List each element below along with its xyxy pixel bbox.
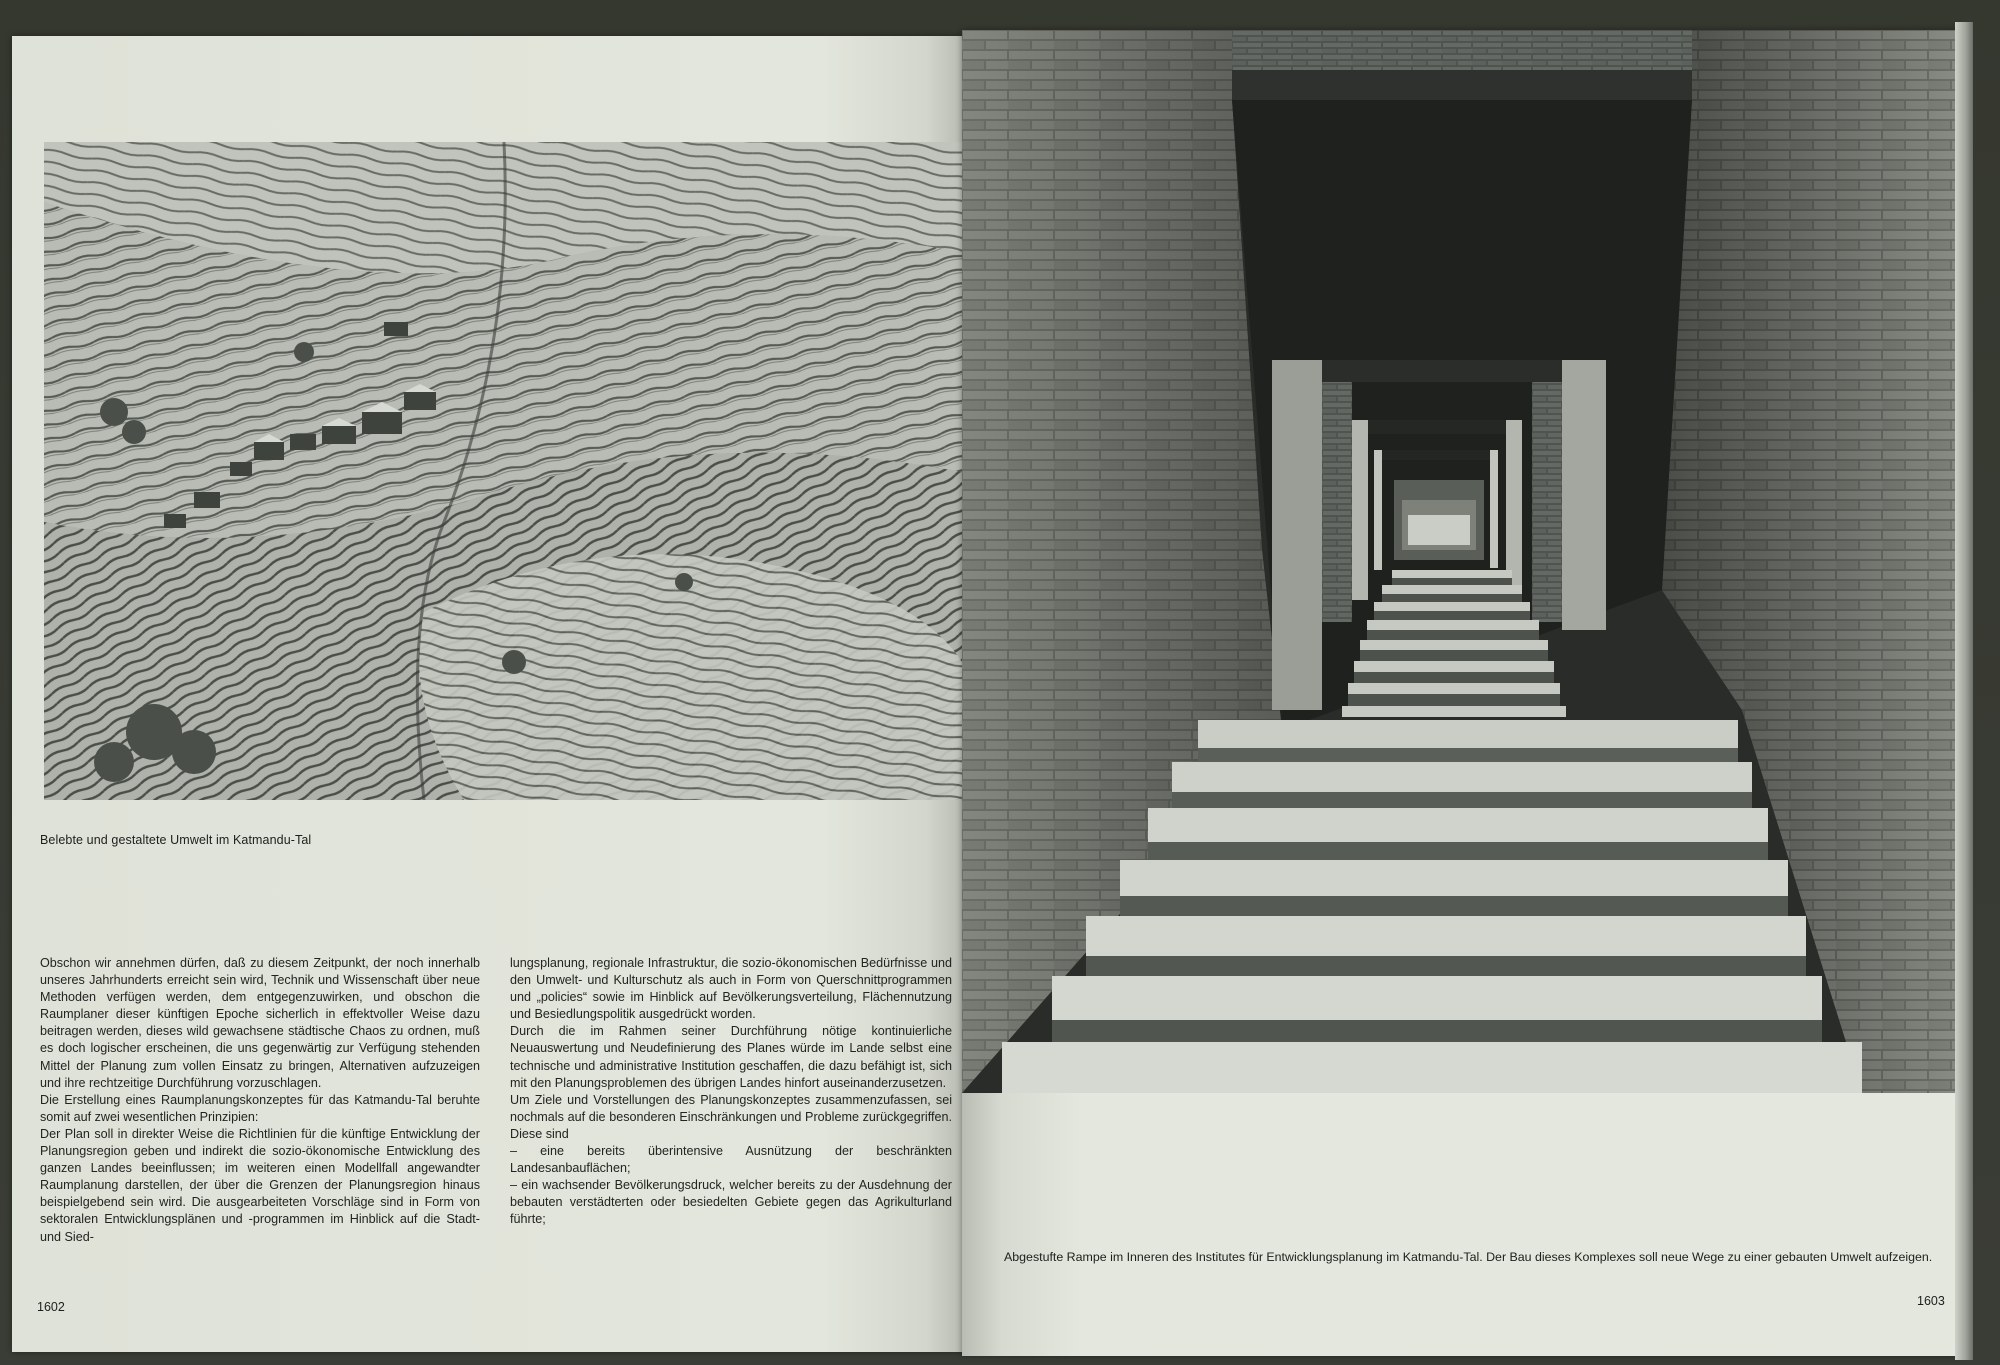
paragraph: lungsplanung, regionale Infrastruktur, die sozio-ökonomischen Bedürfnisse und den Umwelt- und Kulturschutz als auch in Form von Querschnittprogrammen und „policies“ sowie im Hinblick auf Bevölkerungsverteilung, Flächennutzung und Besiedlungspolitik ausgedrückt worden. bbox=[510, 956, 952, 1022]
brick-stairway-photo bbox=[962, 30, 1955, 1093]
brick-stairway-photo-icon bbox=[962, 30, 1955, 1093]
page-edge bbox=[1955, 22, 1973, 1360]
terraced-fields-photo bbox=[44, 142, 962, 800]
paragraph: Durch die im Rahmen seiner Durchführung nötige kontinuierliche Neuauswertung und Neudefinierung des Planes würde im Lande selbst eine technische und administrative Institution geschaffen, die dazu befähigt ist, sich mit den Planungsproblemen des übrigen Landes hinfort auseinanderzusetzen. bbox=[510, 1024, 952, 1090]
paragraph: Die Erstellung eines Raumplanungskonzeptes für das Katmandu-Tal beruhte somit auf zwei wesentlichen Prinzipien: bbox=[40, 1092, 480, 1124]
paragraph: Um Ziele und Vorstellungen des Planungskonzeptes zusammenzufassen, sei nochmals auf die besonderen Einschränkungen und Probleme zurückgegriffen. Diese sind bbox=[510, 1092, 952, 1141]
paragraph: Der Plan soll in direkter Weise die Richtlinien für die künftige Entwicklung der Planungsregion geben und indirekt die sozio-ökonomische Entwicklung des ganzen Landes beeinflussen; im weiteren einen Modellfall angewandter Raumplanung darstellen, der über die Grenzen der Planungsregion hinaus beispielgebend sein wird. Die ausgearbeiteten Vorschläge sind in Form von sektoralen Entwicklungsplänen und -programmen im Hinblick auf die Stadt- und Sied- bbox=[40, 1126, 480, 1244]
right-photo-caption: Abgestufte Rampe im Inneren des Institutes für Entwicklungsplanung im Katmandu-Tal. Der Bau dieses Komplexes soll neue Wege zu einer gebauten Umwelt aufzeigen. bbox=[1004, 1250, 1933, 1264]
list-item: – ein wachsender Bevölkerungsdruck, welcher bereits zu der Ausdehnung der bebauten verstädterten oder besiedelten Gebiete gegen das Agrikulturland führte; bbox=[510, 1178, 952, 1227]
left-photo-caption: Belebte und gestaltete Umwelt im Katmandu-Tal bbox=[40, 833, 312, 847]
left-text-column-2 bbox=[510, 955, 952, 1229]
page-number-left: 1602 bbox=[37, 1300, 65, 1314]
list-item: – eine bereits überintensive Ausnützung der beschränkten Landesanbauflächen; bbox=[510, 1144, 952, 1176]
paragraph: Obschon wir annehmen dürfen, daß zu diesem Zeitpunkt, der noch innerhalb unseres Jahrhunderts erreicht sein wird, Technik und Wissenschaft über neue Methoden verfügen werden, dem entgegenzuwirken, und obschon die Raumplaner dieser künftigen Epoche sicherlich in effektvoller Weise dazu beitragen werden, dieses wild gewachsene städtische Chaos zu ordnen, muß es doch logischer erscheinen, die uns gegenwärtig zur Verfügung stehenden Mittel der Planung zum vollen Einsatz zu bringen, Alternativen aufzuzeigen und ihre rechtzeitige Durchführung vorzuschlagen. bbox=[40, 956, 480, 1090]
left-text-column-1 bbox=[40, 955, 480, 1246]
terraced-fields-photo-icon bbox=[44, 142, 962, 800]
page-number-right: 1603 bbox=[1917, 1294, 1945, 1308]
